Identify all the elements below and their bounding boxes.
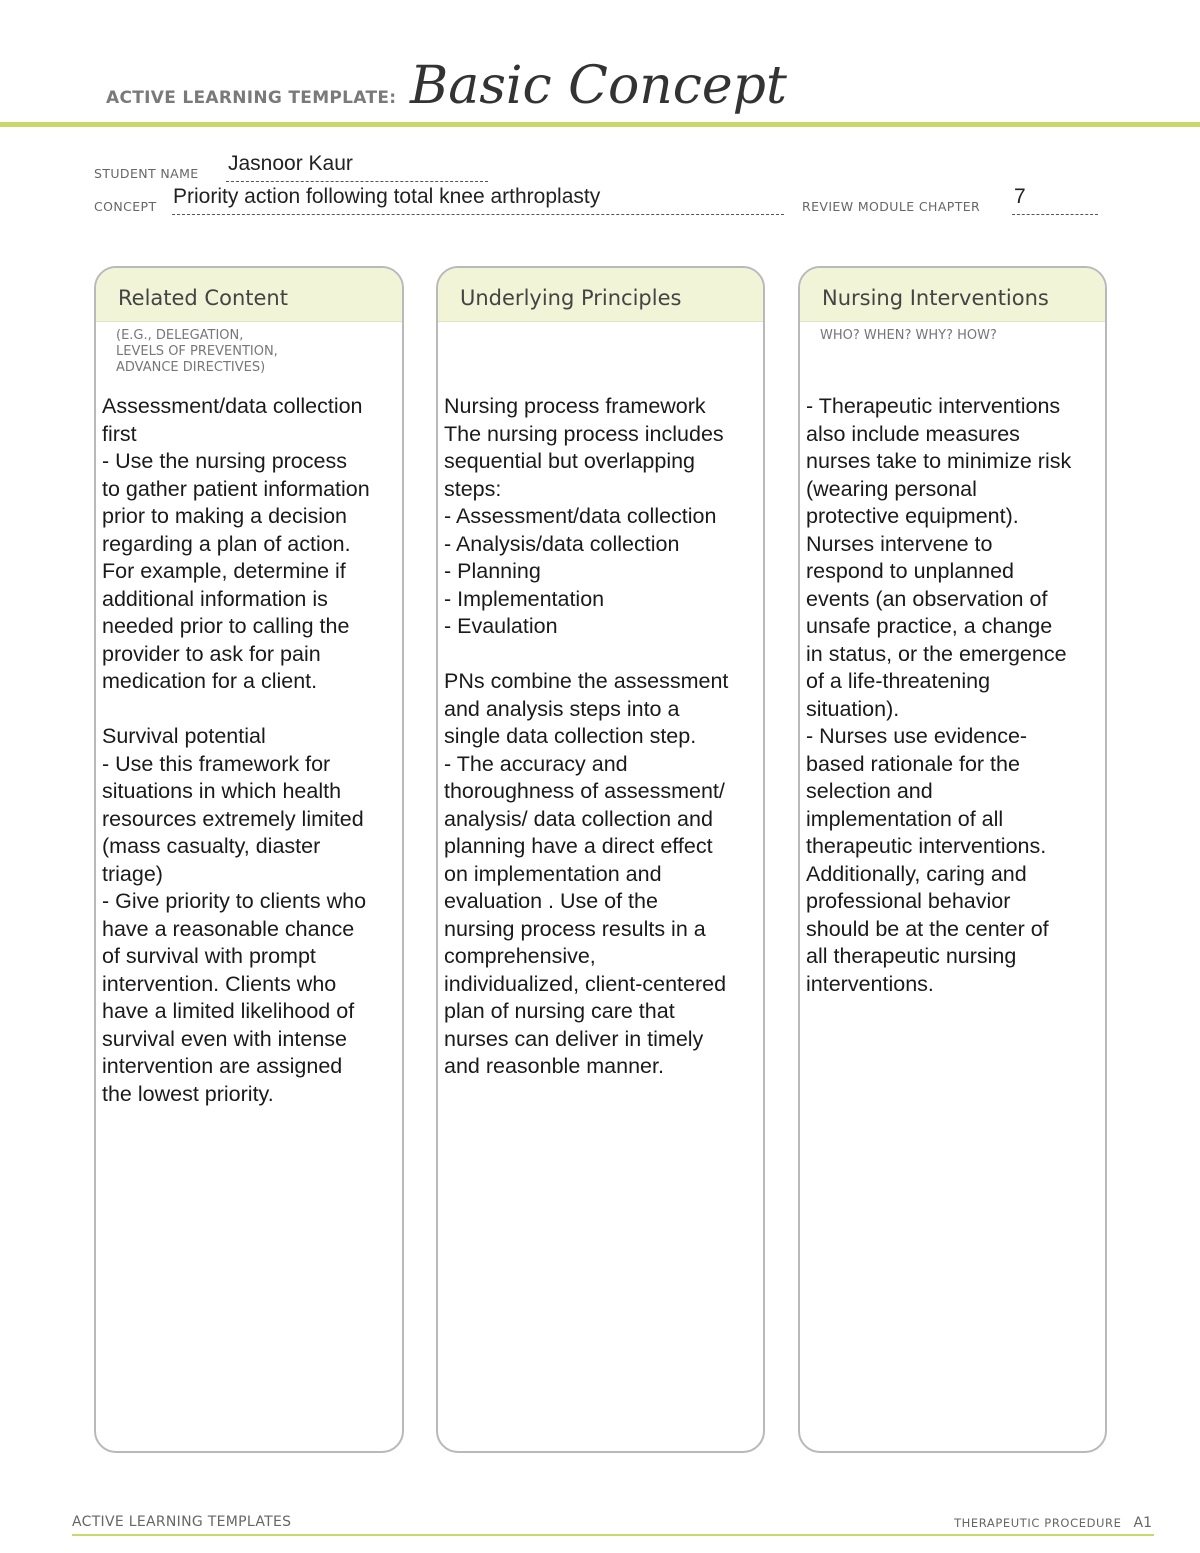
card-header [96, 268, 402, 322]
card-subtitle [438, 322, 763, 344]
concept-line [172, 214, 784, 215]
nursing-interventions-card [798, 266, 1107, 1453]
template-label: ACTIVE LEARNING TEMPLATE: [106, 88, 397, 108]
footer-left-label: ACTIVE LEARNING TEMPLATES [72, 1514, 292, 1530]
related-content-text[interactable]: Assessment/data collection first - Use the nursing process to gather patient information prior to making a decision regarding a plan of action. For example, determine if additional information is needed prior to calling the provider to ask for pain medication for a client. Survival potential - Use this framework for situations in which health resources extremely limited (mass casualty, diaster triage) - Give priority to clients who have a reasonable chance of survival with prompt intervention. Clients who have a limited likelihood of survival even with intense intervention are assigned the lowest priority. [102, 394, 370, 1106]
page-header [0, 0, 1200, 128]
review-module-line [1012, 214, 1098, 215]
card-title: Nursing Interventions [822, 286, 1049, 310]
footer-code: A1 [1133, 1515, 1152, 1531]
card-header [438, 268, 763, 322]
card-header [800, 268, 1105, 322]
card-subtitle: (E.G., DELEGATION, LEVELS OF PREVENTION, ADVANCE DIRECTIVES) [116, 328, 278, 375]
card-title: Underlying Principles [460, 286, 682, 310]
review-module-field[interactable]: 7 [1014, 185, 1026, 208]
underlying-principles-card [436, 266, 765, 1453]
concept-label: CONCEPT [94, 199, 157, 214]
card-subtitle: WHO? WHEN? WHY? HOW? [820, 328, 997, 343]
student-name-field[interactable]: Jasnoor Kaur [228, 152, 353, 175]
underlying-principles-text[interactable]: Nursing process framework The nursing process includes sequential but overlapping steps: - Assessment/data collection - Analysis/data collection - Planning - Implementation - Evaulation PNs combine the assessment and analysis steps into a single data collection step. - The accuracy and thoroughness of assessment/ analysis/ data collection and planning have a direct effect on implementation and evaluation . Use of the nursing process results in a comprehensive, individualized, client-centered plan of nursing care that nurses can deliver in timely and reasonble manner. [444, 394, 729, 1078]
student-name-line [226, 181, 488, 182]
related-content-card [94, 266, 404, 1453]
template-title: Basic Concept [410, 56, 787, 116]
student-name-label: STUDENT NAME [94, 166, 199, 181]
review-module-label: REVIEW MODULE CHAPTER [802, 199, 981, 214]
card-title: Related Content [118, 286, 288, 310]
footer-right-label: THERAPEUTIC PROCEDURE [954, 1516, 1122, 1530]
footer-divider [72, 1534, 1154, 1536]
nursing-interventions-text[interactable]: - Therapeutic interventions also include measures nurses take to minimize risk (wearing personal protective equipment). Nurses intervene to respond to unplanned events (an observation of unsafe practice, a change in status, or the emergence of a life-threatening situation). - Nurses use evidence- based rationale for the selection and implementation of all therapeutic interventions. Additionally, caring and professional behavior should be at the center of all therapeutic nursing interventions. [806, 394, 1072, 996]
header-divider [0, 122, 1200, 127]
concept-field[interactable]: Priority action following total knee arthroplasty [173, 185, 601, 208]
footer-right [954, 1515, 1152, 1531]
